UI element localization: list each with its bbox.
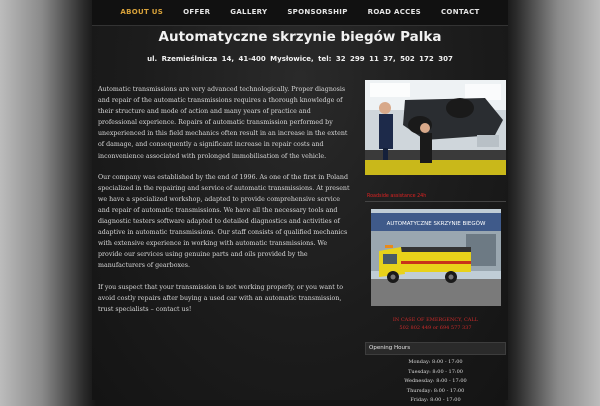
hours-wednesday: Wednesday: 8:00 - 17:00 (404, 378, 467, 384)
page-container (92, 0, 508, 403)
opening-hours-title: Opening Hours (365, 342, 506, 355)
hours-monday: Monday: 8:00 - 17:00 (408, 359, 463, 365)
paragraph-3: If you suspect that your transmission is not working properly, or you want to avoid costly repairs after buying a used car with an automatic transmission, trust specialists – contact us! (98, 283, 344, 313)
page-title: Automatyczne skrzynie biegów Palka (158, 29, 442, 45)
paragraph-2: Our company was established by the end of 1996. As one of the first in Poland specialized in the repairing and service of automatic transmissions. At present we have a specialized workshop, adapted to provide comprehensive service and repair of automatic transmissions. We have all the necessary tools and diagnostic testers software adapted to detailed diagnostics and activities of adaptive in automatic transmissions. Our staff consists of qualified mechanics with extensive experience in working with automatic transmissions. We provide our services using genuine parts and oils provided by the manufacturers of gearboxes. (98, 173, 350, 270)
emergency-line-1: IN CASE OF EMERGENCY, CALL (392, 317, 479, 323)
hours-friday: Friday: 8:00 - 17:00 (410, 397, 461, 403)
company-address: ul. Rzemieślnicza 14, 41-400 Mysłowice, tel: 32 299 11 37, 502 172 307 (147, 55, 453, 63)
nav-offer[interactable]: OFFER (183, 8, 211, 16)
nav-sponsorship[interactable]: SPONSORSHIP (287, 8, 348, 16)
about-content (98, 84, 350, 325)
emergency-phones: 502 802 449 or 694 577 337 (399, 325, 472, 331)
mechanics-photo (365, 80, 506, 175)
top-nav (92, 0, 508, 26)
mechanics-image (365, 80, 506, 175)
hours-thursday: Thursday: 8:00 - 17:00 (406, 387, 465, 394)
nav-road-acces[interactable]: ROAD ACCES (367, 8, 421, 16)
nav-gallery[interactable]: GALLERY (230, 8, 268, 16)
opening-hours-list (365, 358, 506, 406)
truck-sign-text: AUTOMATYCZNE SKRZYNIE BIEGÓW (386, 221, 485, 227)
emergency-contact (365, 316, 506, 332)
hours-tuesday: Tuesday: 8:00 - 17:00 (408, 368, 463, 375)
roadside-assistance-label: Roadside assistance 24h (365, 192, 506, 202)
nav-about-us[interactable]: ABOUT US (120, 8, 164, 16)
paragraph-1: Automatic transmissions are very advanced technologically. Proper diagnosis and repair of the automatic transmissions requires a thorough knowledge of their structure and mode of action and many years of practice and professional experience. Repairs of automatic transmission performed by unexperienced in this field mechanics often result in an increase in the extent of damage, and consequently a significant increase in repair costs and inconvenience associated with prolonged immobilisation of the vehicle. (98, 86, 348, 160)
tow-truck-image (371, 209, 501, 306)
tow-truck-photo (371, 209, 501, 306)
sidebar (365, 80, 506, 406)
nav-contact[interactable]: CONTACT (441, 8, 480, 16)
